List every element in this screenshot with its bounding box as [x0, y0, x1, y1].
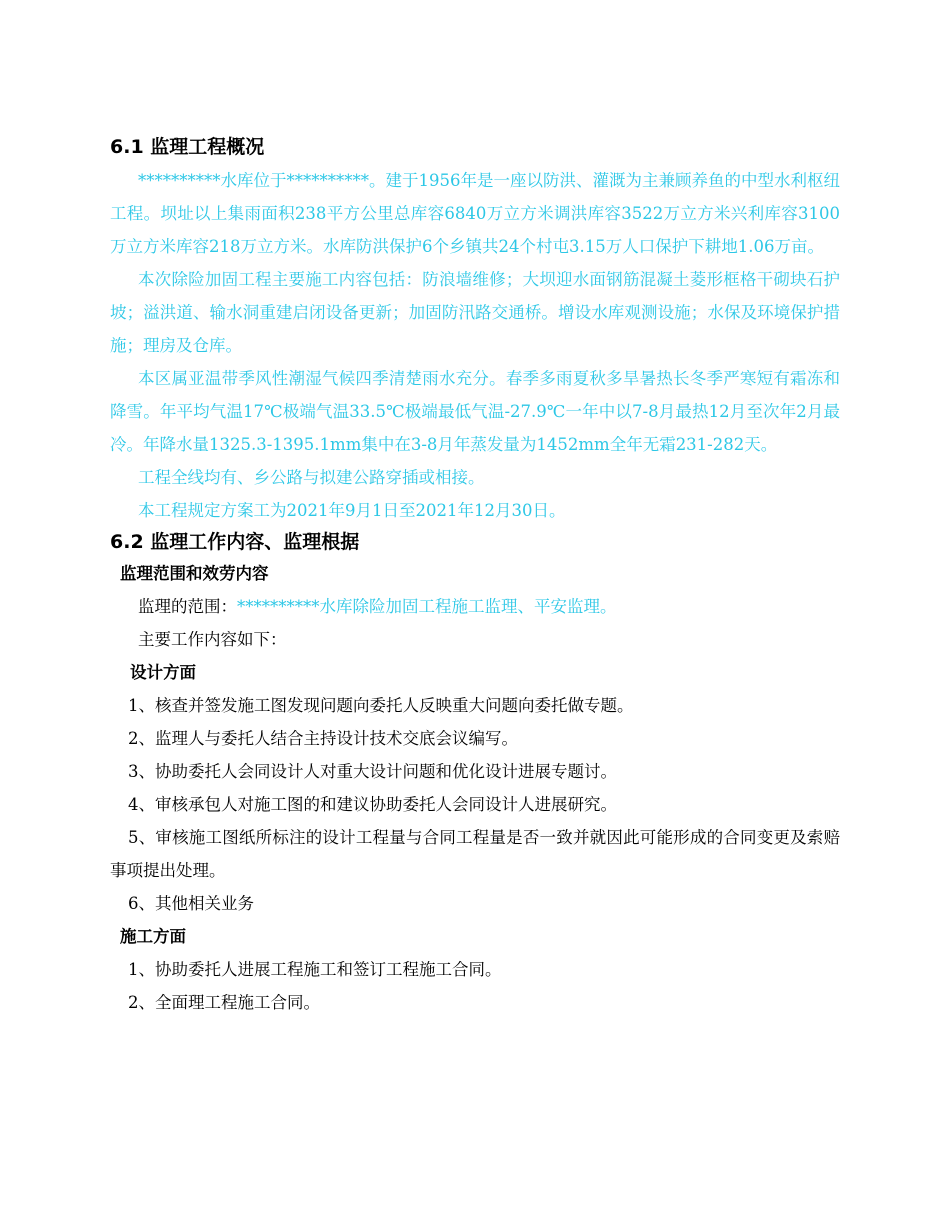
scope-paragraph: [110, 590, 840, 623]
overview-paragraph-climate: 本区属亚温带季风性潮湿气候四季清楚雨水充分。春季多雨夏秋多旱暑热长冬季严寒短有霜冻和降雪。年平均气温17℃极端气温33.5℃极端最低气温-27.9℃一年中以7-8月最热12月至次年2月最冷。年降水量1325.3-1395.1mm集中在3-8月年蒸发量为1452mm全年无霜231-282天。: [110, 369, 840, 454]
scope-prefix: 监理的范围：: [138, 597, 237, 616]
overview-paragraph-scope: 本次除险加固工程主要施工内容包括：防浪墙维修；大坝迎水面钢筋混凝土菱形框格干砌块石护坡；溢洪道、输水洞重建启闭设备更新；加固防汛路交通桥。增设水库观测设施；水保及环境保护措施；理房及仓库。: [110, 270, 840, 355]
design-item: 5、审核施工图纸所标注的设计工程量与合同工程量是否一致并就因此可能形成的合同变更及索赔事项提出处理。: [110, 828, 840, 880]
construction-subheading: 施工方面: [120, 927, 186, 946]
section-6-1-heading: 6.1 监理工程概况: [110, 136, 265, 158]
construction-item: 1、协助委托人进展工程施工和签订工程施工合同。: [128, 960, 502, 979]
overview-paragraph-schedule: 本工程规定方案工为2021年9月1日至2021年12月30日。: [138, 501, 566, 520]
main-work-intro: 主要工作内容如下：: [138, 630, 287, 649]
scope-value: **********水库除险加固工程施工监理、平安监理。: [237, 597, 617, 616]
design-item: 1、核查并签发施工图发现问题向委托人反映重大问题向委托做专题。: [128, 696, 634, 715]
design-item: 3、协助委托人会同设计人对重大设计问题和优化设计进展专题讨。: [128, 762, 617, 781]
design-item: 2、监理人与委托人结合主持设计技术交底会议编写。: [128, 729, 518, 748]
design-subheading: 设计方面: [130, 663, 196, 682]
scope-subheading: 监理范围和效劳内容: [120, 564, 269, 583]
design-item: 4、审核承包人对施工图的和建议协助委托人会同设计人进展研究。: [128, 795, 617, 814]
construction-item: 2、全面理工程施工合同。: [128, 993, 320, 1012]
section-6-2-heading: 6.2 监理工作内容、监理根据: [110, 531, 360, 553]
overview-paragraph-roads: 工程全线均有、乡公路与拟建公路穿插或相接。: [138, 468, 485, 487]
design-item: 6、其他相关业务: [128, 894, 254, 913]
overview-paragraph-location: **********水库位于**********。建于1956年是一座以防洪、灌溉为主兼顾养鱼的中型水利枢纽工程。坝址以上集雨面积238平方公里总库容6840万立方米调洪库容3522万立方米兴利库容3100万立方米库容218万立方米。水库防洪保护6个乡镇共24个村屯3.15万人口保护下耕地1.06万亩。: [110, 171, 840, 256]
document-body: [110, 132, 840, 1019]
